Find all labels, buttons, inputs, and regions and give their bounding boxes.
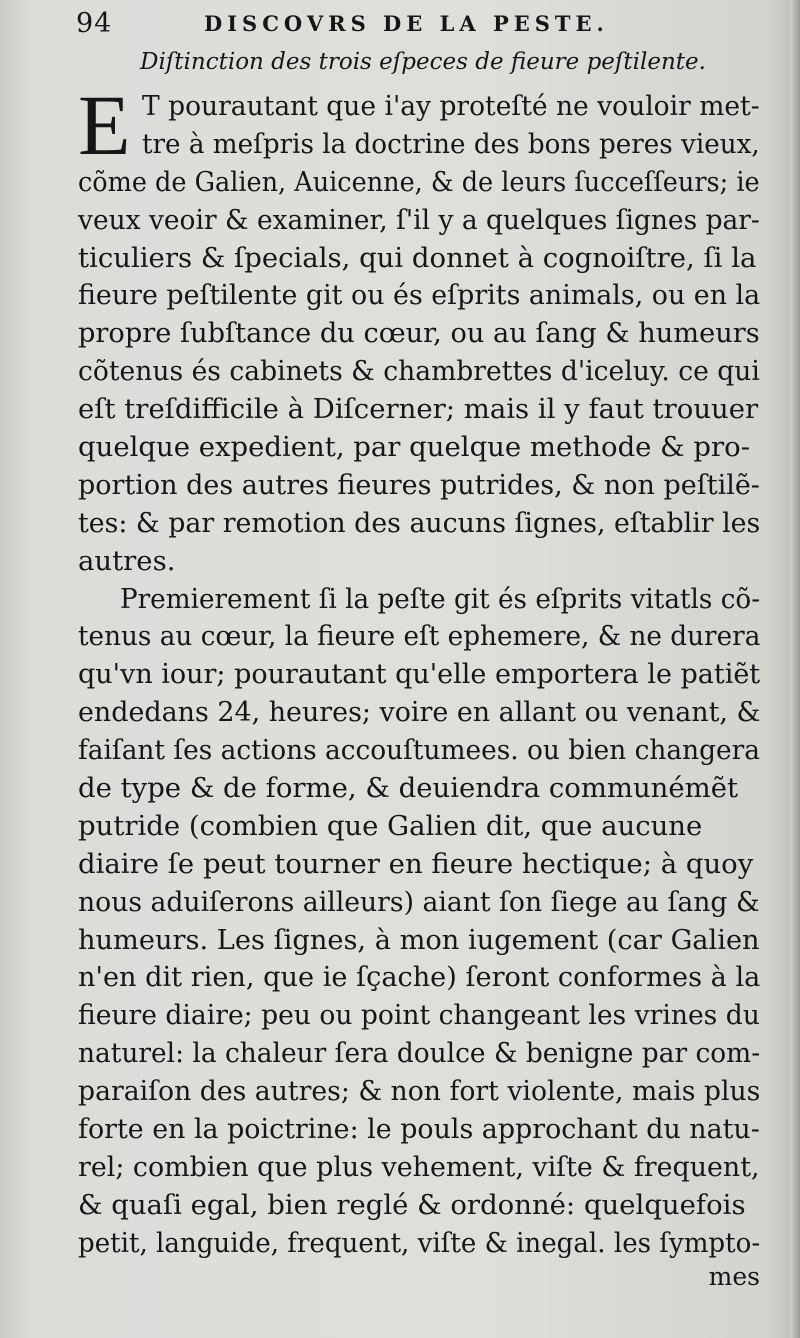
text-line: naturel: la chaleur ſera doulce & benigne par com- xyxy=(78,1037,761,1070)
text-line: veux veoir & examiner, ſ'il y a quelques ſignes par- xyxy=(78,203,760,236)
page-edge-shadow xyxy=(790,0,800,1338)
drop-cap-initial: E xyxy=(78,77,131,173)
text-line: tre à meſpris la doctrine des bons peres vieux, xyxy=(142,127,760,160)
text-line: fieure peſtilente git ou és eſprits animals, ou en la xyxy=(78,279,761,312)
text-line: qu'vn iour; pourautant qu'elle emportera le patiẽt xyxy=(78,658,761,691)
section-subtitle: Diſtinction des trois eſpeces de fieure peſtilente. xyxy=(140,49,706,75)
running-title: DISCOVRS DE LA PESTE. xyxy=(204,10,609,36)
text-line: endedans 24, heures; voire en allant ou venant, & xyxy=(78,696,761,729)
text-line: rel; combien que plus vehement, viſte & frequent, xyxy=(78,1150,760,1183)
text-line: forte en la poictrine: le pouls approchant du natu- xyxy=(78,1113,760,1146)
catchword: mes xyxy=(708,1262,760,1291)
text-line: eſt treſdifficile à Diſcerner; mais il y faut trouuer xyxy=(78,393,759,426)
text-line: diaire ſe peut tourner en fieure hectique; à quoy xyxy=(78,847,754,880)
running-head xyxy=(76,6,676,40)
text-line: petit, languide, frequent, viſte & inegal. les ſympto- xyxy=(78,1226,761,1259)
text-line: autres. xyxy=(78,544,176,577)
text-line: portion des autres fieures putrides, & non peſtilẽ- xyxy=(78,468,760,501)
text-line: & quaſi egal, bien reglé & ordonné: quelquefois xyxy=(78,1188,746,1221)
text-line: de type & de forme, & deuiendra communémẽt xyxy=(78,772,739,805)
text-line: fieure diaire; peu ou point changeant les vrines du xyxy=(78,999,760,1032)
text-line: n'en dit rien, que ie ſçache) ſeront conformes à la xyxy=(78,961,761,994)
text-line: propre ſubſtance du cœur, ou au ſang & humeurs xyxy=(78,317,760,350)
page-number: 94 xyxy=(76,7,113,39)
text-line: cõtenus és cabinets & chambrettes d'iceluy. ce qui xyxy=(78,355,760,388)
text-line: faiſant ſes actions accouſtumees. ou bien changera xyxy=(78,734,760,767)
text-line: putride (combien que Galien dit, que aucune xyxy=(78,809,703,842)
text-line: humeurs. Les ſignes, à mon iugement (car Galien xyxy=(78,923,760,956)
text-line: nous aduiſerons ailleurs) aiant ſon ſiege au ſang & xyxy=(78,885,760,918)
text-line: quelque expedient, par quelque methode & pro- xyxy=(78,431,751,464)
text-line: ticuliers & ſpecials, qui donnet à cognoiſtre, ſi la xyxy=(78,241,757,274)
body-text xyxy=(78,88,760,1263)
text-line: T pourautant que i'ay proteſté ne vouloir met- xyxy=(142,90,760,122)
text-line: cõme de Galien, Auicenne, & de leurs ſucceſſeurs; ie xyxy=(78,165,760,198)
text-line: tes: & par remotion des aucuns ſignes, eſtablir les xyxy=(78,506,761,539)
text-line: tenus au cœur, la fieure eſt ephemere, & ne durera xyxy=(78,620,761,653)
text-line: Premierement ſi la peſte git és eſprits vitatls cõ- xyxy=(120,582,761,615)
text-line: paraiſon des autres; & non fort violente, mais plus xyxy=(78,1075,761,1108)
